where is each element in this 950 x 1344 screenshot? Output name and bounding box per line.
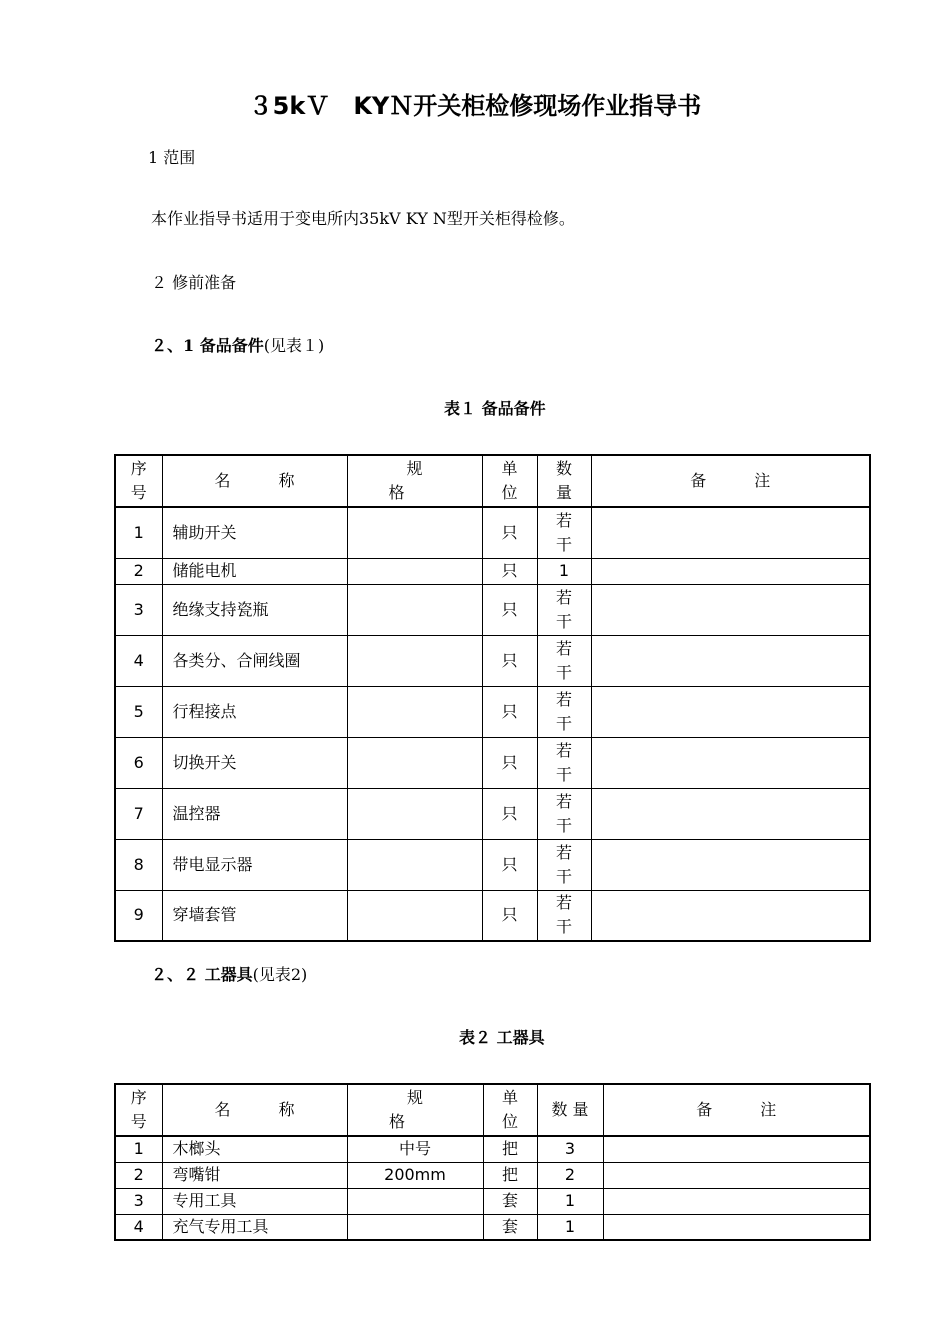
table-1-cell-name: 行程接点 — [162, 686, 347, 737]
table-2-cell-seq: 2 — [115, 1162, 162, 1188]
table-2-cell-note — [603, 1162, 870, 1188]
table-2-cell-seq: 3 — [115, 1188, 162, 1214]
table-1-cell-seq: 2 — [115, 558, 162, 584]
table-2-cell-name: 专用工具 — [162, 1188, 347, 1214]
table-1-cell-seq: 6 — [115, 737, 162, 788]
section-2-2-number: ２、２ — [151, 965, 205, 984]
table-2-cell-name: 弯嘴钳 — [162, 1162, 347, 1188]
section-2-2-ref: (见表2) — [252, 965, 308, 984]
table-1-cell-name: 绝缘支持瓷瓶 — [162, 584, 347, 635]
table-1-cell-name: 温控器 — [162, 788, 347, 839]
table-2-cell-qty: 3 — [537, 1136, 603, 1162]
table-1-cell-unit: 只 — [482, 584, 537, 635]
table-1-cell-qty: 若干 — [555, 791, 572, 835]
table-2-caption: 表２ 工器具 — [459, 1028, 545, 1047]
table-1-cell-spec — [347, 839, 482, 890]
table-1-cell-note — [591, 635, 870, 686]
table-2-cell-spec — [347, 1188, 483, 1214]
table-1-cell-unit: 只 — [482, 686, 537, 737]
table-1-cell-unit: 只 — [482, 788, 537, 839]
table-1-cell-note — [591, 839, 870, 890]
table-1-caption: 表１ 备品备件 — [444, 399, 546, 418]
table-2-cell-note — [603, 1214, 870, 1240]
table-row — [115, 737, 870, 788]
table-1-cell-unit: 只 — [482, 507, 537, 558]
table-2-header-name: 名称 — [214, 1100, 343, 1119]
table-1-cell-note — [591, 788, 870, 839]
table-1-cell-name: 带电显示器 — [162, 839, 347, 890]
table-2-header-unit: 单位 — [501, 1088, 518, 1131]
table-1-cell-seq: 9 — [115, 890, 162, 941]
section-2-heading: ２ 修前准备 — [151, 273, 237, 292]
table-1-header-unit: 单位 — [501, 459, 518, 502]
table-1-header-row — [115, 455, 870, 507]
section-1-heading: 1 范围 — [148, 148, 196, 167]
table-row — [115, 1162, 870, 1188]
table-1-cell-unit: 只 — [482, 737, 537, 788]
table-2-cell-seq: 4 — [115, 1214, 162, 1240]
table-1-cell-name: 切换开关 — [162, 737, 347, 788]
table-2-cell-seq: 1 — [115, 1136, 162, 1162]
table-1-cell-spec — [347, 635, 482, 686]
table-row — [115, 1136, 870, 1162]
table-2-cell-qty: 2 — [537, 1162, 603, 1188]
table-1-header-seq: 序号 — [130, 459, 147, 502]
table-2-header-spec: 规格 — [388, 1088, 459, 1131]
table-1-cell-seq: 3 — [115, 584, 162, 635]
table-1-cell-seq: 1 — [115, 507, 162, 558]
table-2-cell-qty: 1 — [537, 1214, 603, 1240]
table-2-cell-name: 充气专用工具 — [162, 1214, 347, 1240]
table-1-cell-unit: 只 — [482, 558, 537, 584]
table-row — [115, 1188, 870, 1214]
table-1-cell-note — [591, 584, 870, 635]
table-2-header-seq: 序号 — [130, 1088, 147, 1131]
table-row — [115, 558, 870, 584]
table-1-cell-name: 各类分、合闸线圈 — [162, 635, 347, 686]
table-2-cell-spec: 200mm — [347, 1162, 483, 1188]
table-1-cell-note — [591, 737, 870, 788]
table-1-cell-qty: 若干 — [555, 893, 572, 937]
table-1 — [114, 454, 871, 942]
section-2-1-ref: (见表１) — [263, 336, 325, 355]
table-2-cell-note — [603, 1188, 870, 1214]
table-2-cell-spec: 中号 — [347, 1136, 483, 1162]
table-1-cell-spec — [347, 584, 482, 635]
table-1-cell-qty: 1 — [537, 558, 591, 584]
table-1-cell-seq: 7 — [115, 788, 162, 839]
table-2-cell-unit: 套 — [483, 1188, 537, 1214]
table-1-cell-spec — [347, 686, 482, 737]
table-2-cell-note — [603, 1136, 870, 1162]
table-2-header-row — [115, 1084, 870, 1136]
table-1-cell-note — [591, 890, 870, 941]
table-2-cell-unit: 把 — [483, 1136, 537, 1162]
table-2-cell-unit: 把 — [483, 1162, 537, 1188]
table-1-cell-spec — [347, 507, 482, 558]
table-1-cell-seq: 8 — [115, 839, 162, 890]
table-row — [115, 890, 870, 941]
table-1-header-note: 备注 — [690, 471, 819, 490]
section-2-2-label: 工器具 — [204, 965, 253, 984]
table-2-cell-name: 木榔头 — [162, 1136, 347, 1162]
table-row — [115, 584, 870, 635]
table-1-cell-spec — [347, 558, 482, 584]
section-1-body: 本作业指导书适用于变电所内35kV KY N型开关柜得检修。 — [151, 209, 575, 228]
table-2-cell-qty: 1 — [537, 1188, 603, 1214]
table-1-cell-qty: 若干 — [555, 510, 572, 554]
table-1-cell-unit: 只 — [482, 839, 537, 890]
table-1-cell-qty: 若干 — [555, 587, 572, 631]
table-2-cell-spec — [347, 1214, 483, 1240]
section-2-1-number: ２、1 — [151, 336, 200, 355]
table-row — [115, 1214, 870, 1240]
table-1-cell-name: 辅助开关 — [162, 507, 347, 558]
table-1-header-spec: 规格 — [388, 459, 459, 502]
table-1-cell-note — [591, 507, 870, 558]
table-2 — [114, 1083, 871, 1241]
table-row — [115, 839, 870, 890]
table-1-cell-spec — [347, 788, 482, 839]
table-2-header-qty: 数 量 — [537, 1084, 603, 1136]
table-1-cell-seq: 4 — [115, 635, 162, 686]
table-1-header-qty: 数量 — [555, 459, 572, 502]
table-1-cell-spec — [347, 737, 482, 788]
table-1-cell-qty: 若干 — [555, 842, 572, 886]
table-1-cell-name: 穿墙套管 — [162, 890, 347, 941]
table-row — [115, 686, 870, 737]
table-1-cell-unit: 只 — [482, 635, 537, 686]
table-1-cell-unit: 只 — [482, 890, 537, 941]
table-2-header-note: 备注 — [696, 1100, 825, 1119]
table-1-cell-note — [591, 686, 870, 737]
table-row — [115, 507, 870, 558]
section-2-1-heading — [151, 333, 324, 356]
table-1-cell-note — [591, 558, 870, 584]
table-1-cell-spec — [347, 890, 482, 941]
table-1-cell-qty: 若干 — [555, 689, 572, 733]
table-1-cell-qty: 若干 — [555, 638, 572, 682]
section-2-1-label: 备品备件 — [199, 336, 264, 355]
section-2-2-heading — [151, 962, 307, 985]
table-1-cell-name: 储能电机 — [162, 558, 347, 584]
table-row — [115, 635, 870, 686]
table-row — [115, 788, 870, 839]
table-1-cell-qty: 若干 — [555, 740, 572, 784]
page-title: ３5kＶ KYＮ开关柜检修现场作业指导书 — [248, 92, 702, 120]
table-2-cell-unit: 套 — [483, 1214, 537, 1240]
table-1-header-name: 名称 — [214, 471, 343, 490]
table-1-cell-seq: 5 — [115, 686, 162, 737]
